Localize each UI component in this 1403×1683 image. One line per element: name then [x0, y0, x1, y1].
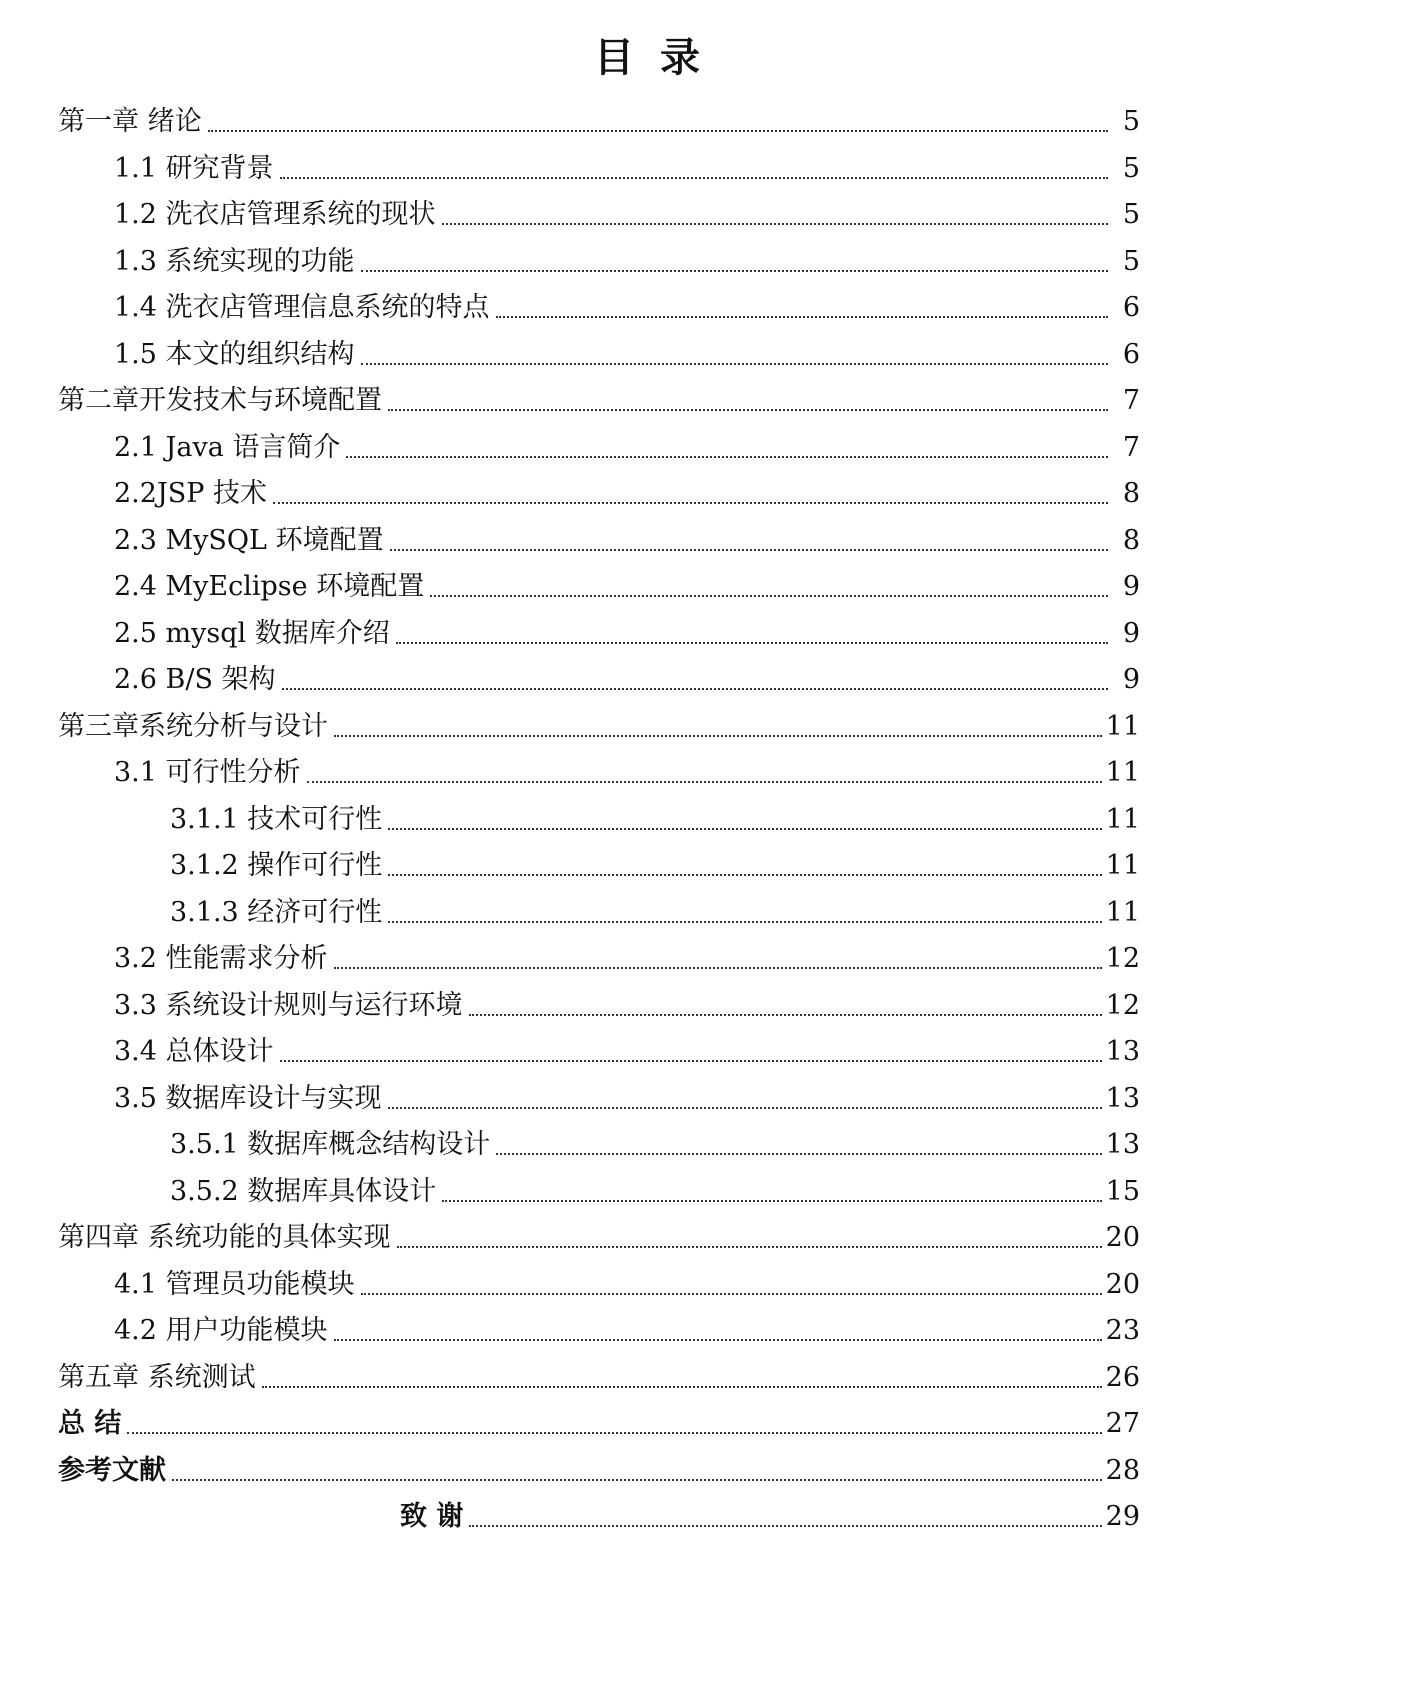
toc-entry-label: 致 谢 — [400, 1501, 464, 1532]
toc-page-number: 13 — [1105, 1036, 1140, 1067]
toc-entry-label: 第二章开发技术与环境配置 — [58, 385, 382, 416]
toc-entry-4-2[interactable] — [114, 1310, 1140, 1350]
dot-leader — [280, 1060, 1102, 1062]
toc-entry-label: 3.1.3 经济可行性 — [170, 897, 383, 928]
toc-page-number: 28 — [1105, 1455, 1140, 1486]
toc-entry-chapter-4[interactable] — [58, 1217, 1140, 1257]
toc-title: 目 录 — [594, 35, 706, 81]
toc-entry-1-5[interactable] — [114, 334, 1140, 374]
toc-page-number: 9 — [1122, 618, 1140, 649]
toc-entry-1-4[interactable] — [114, 287, 1140, 327]
toc-entry-2-4[interactable] — [114, 566, 1140, 606]
toc-entry-label: 2.4 MyEclipse 环境配置 — [114, 571, 425, 602]
dot-leader — [208, 130, 1108, 132]
toc-entry-acknowledgements[interactable] — [400, 1496, 1140, 1536]
toc-page-number: 5 — [1122, 153, 1140, 184]
dot-leader — [172, 1479, 1102, 1481]
dot-leader — [397, 1246, 1102, 1248]
toc-entry-label: 1.1 研究背景 — [114, 153, 274, 184]
dot-leader — [262, 1386, 1102, 1388]
toc-page-number: 11 — [1105, 804, 1140, 835]
toc-page-number: 13 — [1105, 1129, 1140, 1160]
toc-page-number: 5 — [1122, 106, 1140, 137]
toc-entry-label: 3.1.1 技术可行性 — [170, 804, 383, 835]
toc-entry-3-5-2[interactable] — [170, 1171, 1140, 1211]
toc-page-number: 6 — [1122, 339, 1140, 370]
dot-leader — [361, 270, 1108, 272]
dot-leader — [361, 1293, 1102, 1295]
dot-leader — [442, 223, 1108, 225]
toc-entry-label: 3.5.1 数据库概念结构设计 — [170, 1129, 491, 1160]
toc-page-number: 13 — [1105, 1083, 1140, 1114]
dot-leader — [388, 828, 1101, 830]
dot-leader — [390, 549, 1108, 551]
toc-page-number: 20 — [1105, 1269, 1140, 1300]
toc-page-number: 7 — [1122, 432, 1140, 463]
toc-page-number: 12 — [1105, 990, 1140, 1021]
toc-entry-label: 3.5.2 数据库具体设计 — [170, 1176, 437, 1207]
toc-page-number: 8 — [1122, 478, 1140, 509]
toc-entry-label: 3.2 性能需求分析 — [114, 943, 328, 974]
dot-leader — [346, 456, 1108, 458]
toc-entry-label: 2.3 MySQL 环境配置 — [114, 525, 384, 556]
dot-leader — [280, 177, 1108, 179]
toc-entry-3-1-1[interactable] — [170, 799, 1140, 839]
toc-entry-label: 3.4 总体设计 — [114, 1036, 274, 1067]
dot-leader — [469, 1525, 1101, 1527]
toc-page-number: 11 — [1105, 897, 1140, 928]
toc-entry-label: 第四章 系统功能的具体实现 — [58, 1222, 391, 1253]
toc-page-number: 11 — [1105, 850, 1140, 881]
toc-entry-2-3[interactable] — [114, 520, 1140, 560]
toc-entry-1-3[interactable] — [114, 241, 1140, 281]
toc-entry-3-1-2[interactable] — [170, 845, 1140, 885]
toc-entry-1-1[interactable] — [114, 148, 1140, 188]
toc-entry-chapter-3[interactable] — [58, 706, 1140, 746]
dot-leader — [307, 781, 1102, 783]
toc-entry-3-3[interactable] — [114, 985, 1140, 1025]
toc-entry-1-2[interactable] — [114, 194, 1140, 234]
toc-entry-3-5-1[interactable] — [170, 1124, 1140, 1164]
toc-entry-label: 2.6 B/S 架构 — [114, 664, 276, 695]
toc-entry-label: 1.4 洗衣店管理信息系统的特点 — [114, 292, 490, 323]
dot-leader — [496, 316, 1108, 318]
toc-entry-label: 4.1 管理员功能模块 — [114, 1269, 355, 1300]
toc-entry-label: 4.2 用户功能模块 — [114, 1315, 328, 1346]
toc-page-number: 9 — [1122, 664, 1140, 695]
toc-page-number: 8 — [1122, 525, 1140, 556]
dot-leader — [388, 921, 1101, 923]
toc-entry-label: 3.5 数据库设计与实现 — [114, 1083, 382, 1114]
toc-entry-2-6[interactable] — [114, 659, 1140, 699]
toc-entry-label: 1.5 本文的组织结构 — [114, 339, 355, 370]
dot-leader — [388, 1107, 1102, 1109]
dot-leader — [282, 688, 1108, 690]
dot-leader — [388, 409, 1108, 411]
toc-entry-chapter-2[interactable] — [58, 380, 1140, 420]
toc-entry-2-1[interactable] — [114, 427, 1140, 467]
toc-entry-3-2[interactable] — [114, 938, 1140, 978]
toc-entry-label: 第三章系统分析与设计 — [58, 711, 328, 742]
dot-leader — [469, 1014, 1102, 1016]
toc-entry-label: 第一章 绪论 — [58, 106, 202, 137]
toc-entry-4-1[interactable] — [114, 1264, 1140, 1304]
toc-entry-label: 3.1 可行性分析 — [114, 757, 301, 788]
dot-leader — [334, 967, 1102, 969]
dot-leader — [388, 874, 1101, 876]
dot-leader — [334, 735, 1102, 737]
dot-leader — [127, 1432, 1101, 1434]
toc-entry-label: 总 结 — [58, 1408, 122, 1439]
toc-page-number: 7 — [1122, 385, 1140, 416]
dot-leader — [361, 363, 1108, 365]
toc-entry-summary[interactable] — [58, 1403, 1140, 1443]
toc-entry-chapter-5[interactable] — [58, 1357, 1140, 1397]
dot-leader — [496, 1153, 1101, 1155]
toc-page-number: 26 — [1105, 1362, 1140, 1393]
toc-page-number: 11 — [1105, 711, 1140, 742]
toc-entry-3-1[interactable] — [114, 752, 1140, 792]
toc-page-number: 29 — [1105, 1501, 1140, 1532]
toc-entry-label: 2.5 mysql 数据库介绍 — [114, 618, 390, 649]
toc-entry-label: 2.2JSP 技术 — [114, 478, 268, 509]
toc-page-number: 15 — [1105, 1176, 1140, 1207]
toc-page-number: 5 — [1122, 246, 1140, 277]
toc-entry-3-5[interactable] — [114, 1078, 1140, 1118]
toc-page-number: 27 — [1105, 1408, 1140, 1439]
dot-leader — [442, 1200, 1101, 1202]
dot-leader — [334, 1339, 1102, 1341]
toc-entry-label: 第五章 系统测试 — [58, 1362, 256, 1393]
toc-entry-2-5[interactable] — [114, 613, 1140, 653]
toc-page-number: 6 — [1122, 292, 1140, 323]
toc-entry-label: 3.3 系统设计规则与运行环境 — [114, 990, 463, 1021]
toc-page-number: 11 — [1105, 757, 1140, 788]
toc-page-number: 12 — [1105, 943, 1140, 974]
dot-leader — [273, 502, 1108, 504]
dot-leader — [396, 642, 1108, 644]
toc-entry-references[interactable] — [58, 1450, 1140, 1490]
toc-entry-label: 1.2 洗衣店管理系统的现状 — [114, 199, 436, 230]
toc-entry-label: 2.1 Java 语言简介 — [114, 432, 341, 463]
dot-leader — [430, 595, 1108, 597]
toc-entry-3-4[interactable] — [114, 1031, 1140, 1071]
toc-page-number: 9 — [1122, 571, 1140, 602]
toc-entry-label: 参考文献 — [58, 1455, 166, 1486]
toc-page-number: 5 — [1122, 199, 1140, 230]
toc-entry-2-2[interactable] — [114, 473, 1140, 513]
toc-entry-chapter-1[interactable] — [58, 101, 1140, 141]
toc-entry-label: 1.3 系统实现的功能 — [114, 246, 355, 277]
toc-page-number: 20 — [1105, 1222, 1140, 1253]
toc-page-number: 23 — [1105, 1315, 1140, 1346]
toc-entry-3-1-3[interactable] — [170, 892, 1140, 932]
toc-entry-label: 3.1.2 操作可行性 — [170, 850, 383, 881]
